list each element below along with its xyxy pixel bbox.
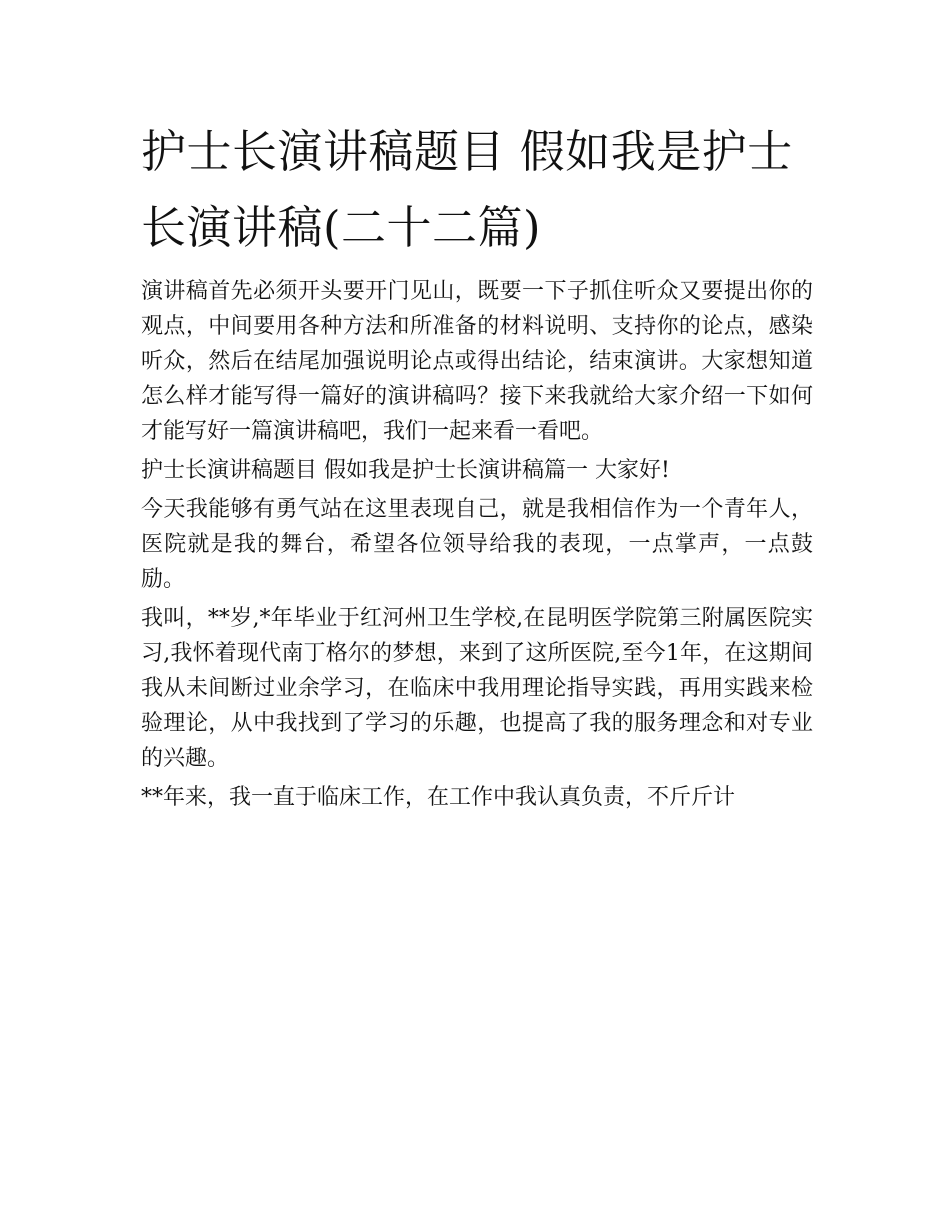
paragraph-work: **年来，我一直于临床工作，在工作中我认真负责，不斤斤计	[141, 785, 736, 810]
document-body	[141, 114, 813, 819]
paragraph-heading-1: 护士长演讲稿题目 假如我是护士长演讲稿篇一 大家好!	[141, 458, 670, 483]
paragraph-background: 我叫，**岁,*年毕业于红河州卫生学校,在昆明医学院第三附属医院实习,我怀着现代南丁格尔的梦想，来到了这所医院,至今1年，在这期间我从未间断过业余学习，在临床中我用理论指导实践，再用实践来检验理论，从中我找到了学习的乐趣，也提高了我的服务理念和对专业的兴趣。	[141, 606, 813, 771]
paragraph-opening: 今天我能够有勇气站在这里表现自己，就是我相信作为一个青年人，医院就是我的舞台，希望各位领导给我的表现，一点掌声，一点鼓励。	[141, 497, 813, 592]
paragraph-intro: 演讲稿首先必须开头要开门见山，既要一下子抓住听众又要提出你的观点，中间要用各种方法和所准备的材料说明、支持你的论点，感染听众，然后在结尾加强说明论点或得出结论，结束演讲。大家想知道怎么样才能写得一篇好的演讲稿吗？接下来我就给大家介绍一下如何才能写好一篇演讲稿吧，我们一起来看一看吧。	[141, 279, 813, 444]
document-title: 护士长演讲稿题目 假如我是护士长演讲稿(二十二篇)	[141, 125, 793, 254]
